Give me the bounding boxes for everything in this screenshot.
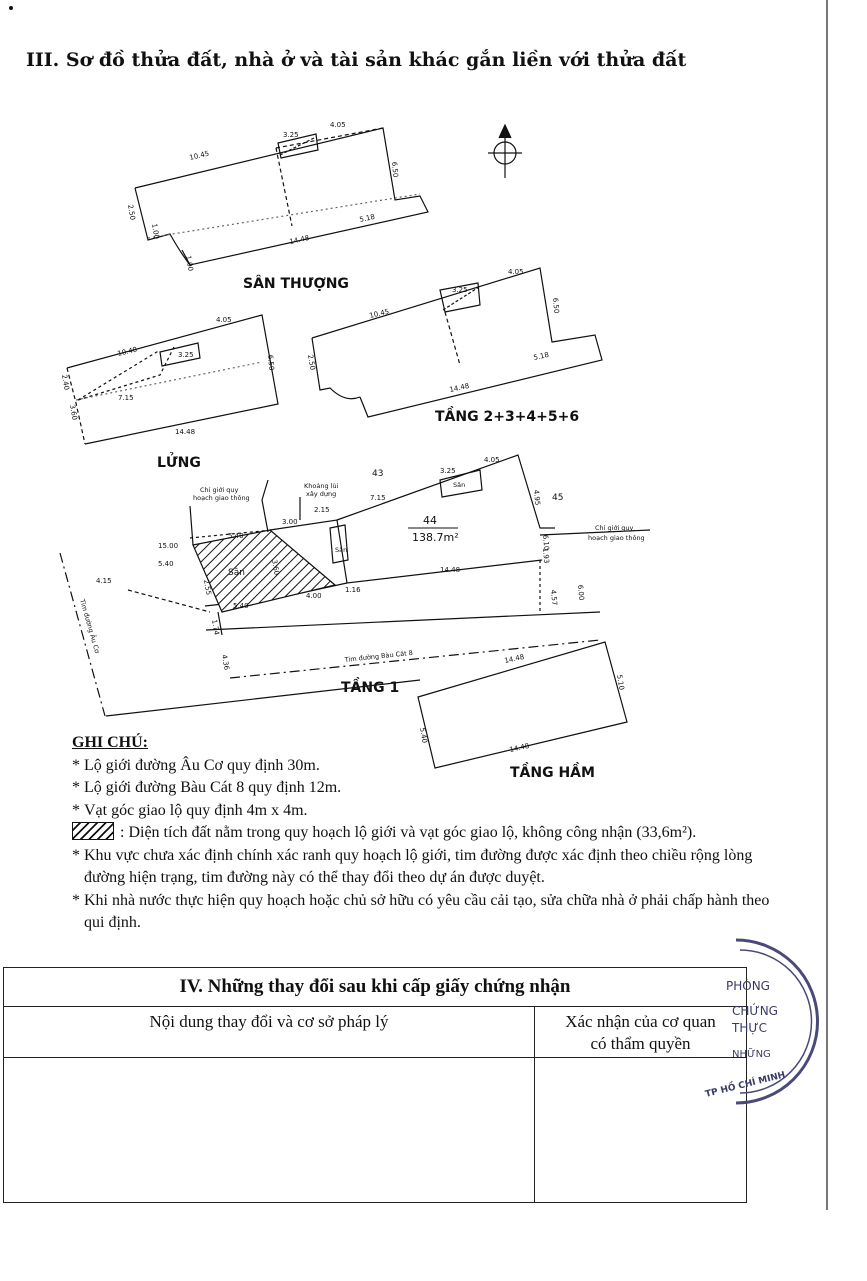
dimension-label: 14.48	[288, 233, 311, 246]
dimension-label: hoạch giao thông	[588, 534, 645, 542]
dimension-label: 14.48	[508, 741, 531, 754]
label-tang-2-6: TẦNG 2+3+4+5+6	[435, 409, 580, 425]
dimension-label: Tim đường Bàu Cát 8	[344, 648, 414, 664]
dimension-label: 4.05	[484, 456, 500, 464]
svg-text:PHÒNG: PHÒNG	[726, 979, 770, 993]
dimension-label: 4.36	[220, 653, 231, 671]
dimension-label: 6.50	[551, 297, 561, 314]
dimension-label: 4.00	[306, 592, 322, 600]
hatch-legend: : Diện tích đất nằm trong quy hoạch lộ giới và vạt góc giao lộ, không công nhận (33,6m²).	[72, 822, 832, 845]
dimension-label: 5.18	[532, 350, 550, 362]
dimension-label: 2.50	[126, 203, 137, 221]
dimension-label: 5.40	[158, 560, 174, 568]
dimension-label: 14.48	[175, 428, 196, 436]
dimension-label: 5.10	[615, 673, 626, 691]
dimension-label: 5.40	[418, 726, 429, 744]
svg-text:NHỮNG: NHỮNG	[732, 1049, 771, 1060]
section-4-title: IV. Những thay đổi sau khi cấp giấy chứng nhận	[4, 968, 747, 1007]
dimension-label: 4.15	[96, 577, 112, 585]
dimension-label: 3.00	[282, 518, 298, 526]
dimension-label: 6.10	[541, 534, 551, 551]
dimension-label: 15.00	[158, 542, 179, 550]
dimension-label: 1.00	[150, 222, 161, 240]
dimension-label: 1.74	[210, 618, 221, 636]
dimension-label: 10.40	[116, 345, 138, 358]
note-item: * Vạt góc giao lộ quy định 4m x 4m.	[72, 801, 308, 819]
north-arrow-icon	[488, 125, 522, 178]
dimension-label: 5.40	[228, 532, 244, 540]
dimension-label: 3.25	[452, 286, 468, 294]
column-header-content: Nội dung thay đổi và cơ sở pháp lý	[4, 1007, 535, 1058]
neighbor-43: 43	[372, 469, 384, 479]
dimension-label: 4.57	[549, 589, 559, 606]
svg-text:THỰC: THỰC	[732, 1021, 768, 1035]
svg-text:TP HỒ CHÍ MINH: TP HỒ CHÍ MINH	[704, 1070, 787, 1100]
dimension-label: 14.48	[440, 566, 461, 574]
dimension-label: hoạch giao thông	[193, 494, 250, 502]
notes-title: GHI CHÚ:	[72, 734, 148, 751]
dimension-label: 7.15	[118, 394, 134, 402]
dimension-label: 7.15	[370, 494, 386, 502]
dimension-label: 2.40	[60, 373, 71, 391]
dimension-label: 5.18	[358, 212, 376, 224]
dimension-label: 2.15	[314, 506, 330, 514]
dimension-label: 3.60	[270, 558, 281, 576]
dimension-label: 5.40	[233, 602, 249, 610]
dimension-label: 1.16	[345, 586, 361, 594]
dimension-label: 14.48	[503, 652, 526, 665]
dimension-label: 3.25	[440, 467, 456, 475]
dimension-label: 1.93	[541, 547, 551, 564]
dimension-label: 4.05	[330, 121, 346, 129]
dimension-label: Sân	[453, 481, 466, 489]
label-tang-1: TẦNG 1	[341, 680, 400, 696]
dimension-label: 4.05	[508, 268, 524, 276]
section-3-title: III. Sơ đồ thửa đất, nhà ở và tài sản khác gắn liền với thửa đất	[26, 49, 687, 71]
column-header-confirmation: Xác nhận của cơ quan có thẩm quyền	[535, 1007, 747, 1058]
lot-number: 44	[423, 514, 437, 527]
dimension-label: Khoảng lùi	[304, 482, 339, 490]
svg-text:CHỨNG: CHỨNG	[732, 1004, 778, 1018]
hatch-swatch-icon	[72, 822, 114, 840]
label-tang-ham: TẦNG HẦM	[510, 765, 595, 781]
note-item: * Lộ giới đường Âu Cơ quy định 30m.	[72, 756, 320, 774]
dimension-label: Tim đường Âu Cơ	[78, 598, 102, 655]
dimension-label: 3.60	[68, 403, 79, 421]
dimension-label: Sân	[335, 546, 348, 554]
label-lung: LỬNG	[157, 455, 201, 471]
dimension-label: 6.50	[266, 354, 276, 371]
dimension-label: Chỉ giới quy	[200, 486, 239, 494]
dimension-label: xây dựng	[306, 490, 337, 498]
note-item: * Khu vực chưa xác định chính xác ranh quy hoạch lộ giới, tim đường được xác định theo chiều rộng lòng đường hiện trạng, tim đường này có thể thay đổi theo dự án được duyệt.	[72, 846, 753, 886]
svg-text:Sân: Sân	[228, 568, 245, 578]
dimension-label: 3.25	[283, 131, 299, 139]
neighbor-45: 45	[552, 493, 564, 503]
dimension-label: 3.25	[178, 351, 194, 359]
dimension-label: 2.50	[306, 353, 317, 371]
label-san-thuong: SÂN THƯỢNG	[243, 276, 349, 292]
plan-san-thuong	[135, 128, 428, 265]
note-item: * Khi nhà nước thực hiện quy hoạch hoặc chủ sở hữu có yêu cầu cải tạo, sửa chữa nhà ở phải chấp hành theo qui định.	[72, 891, 770, 931]
changes-table	[3, 967, 747, 1203]
dimension-label: 2.55	[202, 578, 213, 596]
notes-section	[72, 732, 832, 935]
dimension-label: 14.48	[448, 381, 471, 394]
official-stamp	[696, 935, 826, 1110]
dimension-label: 1.00	[184, 254, 195, 272]
dimension-label: 6.50	[390, 161, 400, 178]
dimension-label: 4.95	[532, 489, 542, 506]
dimension-label: 6.00	[576, 584, 586, 601]
dimension-label: 10.45	[368, 307, 390, 320]
note-item: * Lộ giới đường Bàu Cát 8 quy định 12m.	[72, 779, 342, 796]
plan-lung	[67, 315, 278, 444]
changes-content-cell	[4, 1058, 535, 1203]
dimension-label: 4.05	[216, 316, 232, 324]
dimension-label: Chỉ giới quy	[595, 524, 634, 532]
dimension-label: 10.45	[188, 149, 210, 162]
lot-area: 138.7m²	[412, 531, 459, 544]
